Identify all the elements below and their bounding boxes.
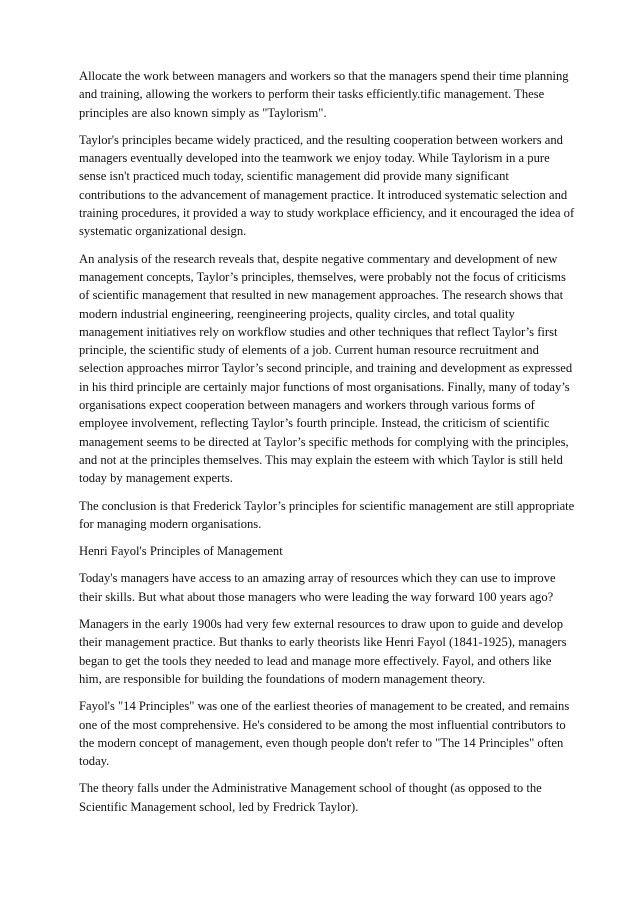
paragraph-taylor-allocate-work: Allocate the work between managers and workers so that the managers spend their time planning and training, allowing the workers to perform their tasks efficiently.tific management. These principles are also known simply as "Taylorism". <box>79 69 569 120</box>
paragraph-conclusion: The conclusion is that Frederick Taylor’s principles for scientific management are still appropriate for managing modern organisations. <box>79 498 575 531</box>
paragraph-fayol-resources: Today's managers have access to an amazing array of resources which they can use to improve their skills. But what about those managers who were leading the way forward 100 years ago? <box>79 571 556 604</box>
section-heading-fayol: Henri Fayol's Principles of Management <box>79 544 283 559</box>
paragraph-research-analysis: An analysis of the research reveals that, despite negative commentary and development of new management concepts, Taylor’s principles, themselves, were probably not the focus of criticisms of scientific management that resulted in new management approaches. The research shows that modern industrial engineering, reengineering projects, quality circles, and total quality management initiatives rely on workflow studies and other techniques that reflect Taylor’s first principle, the scientific study of elements of a job. Current human resource recruitment and selection approaches mirror Taylor’s second principle, and training and development as expressed in his third principle are certainly major functions of most organisations. Finally, many of today’s organisations expect cooperation between managers and workers through various forms of employee involvement, reflecting Taylor’s fourth principle. Instead, the criticism of scientific management seems to be directed at Taylor’s specific methods for complying with the principles, and not at the principles themselves. This may explain the esteem with which Taylor is still held today by management experts. <box>79 251 573 486</box>
paragraph-taylor-principles-practiced: Taylor's principles became widely practiced, and the resulting cooperation between workers and managers eventually developed into the teamwork we enjoy today. While Taylorism in a pure sense isn't practiced much today, scientific management did provide many significant contributions to the advancement of management practice. It introduced systematic selection and training procedures, it provided a way to study workplace efficiency, and it encouraged the idea of systematic organizational design. <box>79 132 575 239</box>
paragraph-fayol-administrative-school: The theory falls under the Administrative Management school of thought (as opposed to the Scientific Management school, led by Fredrick Taylor). <box>79 781 542 814</box>
paragraph-fayol-early-1900s: Managers in the early 1900s had very few external resources to draw upon to guide and develop their management practice. But thanks to early theorists like Henri Fayol (1841-1925), managers began to get the tools they needed to lead and manage more effectively. Fayol, and others like him, are responsible for building the foundations of modern management theory. <box>79 617 567 686</box>
paragraph-fayol-14-principles: Fayol's "14 Principles" was one of the earliest theories of management to be created, and remains one of the most comprehensive. He's considered to be among the most influential contributors to the modern concept of management, even though people don't refer to "The 14 Principles" often today. <box>79 699 570 769</box>
